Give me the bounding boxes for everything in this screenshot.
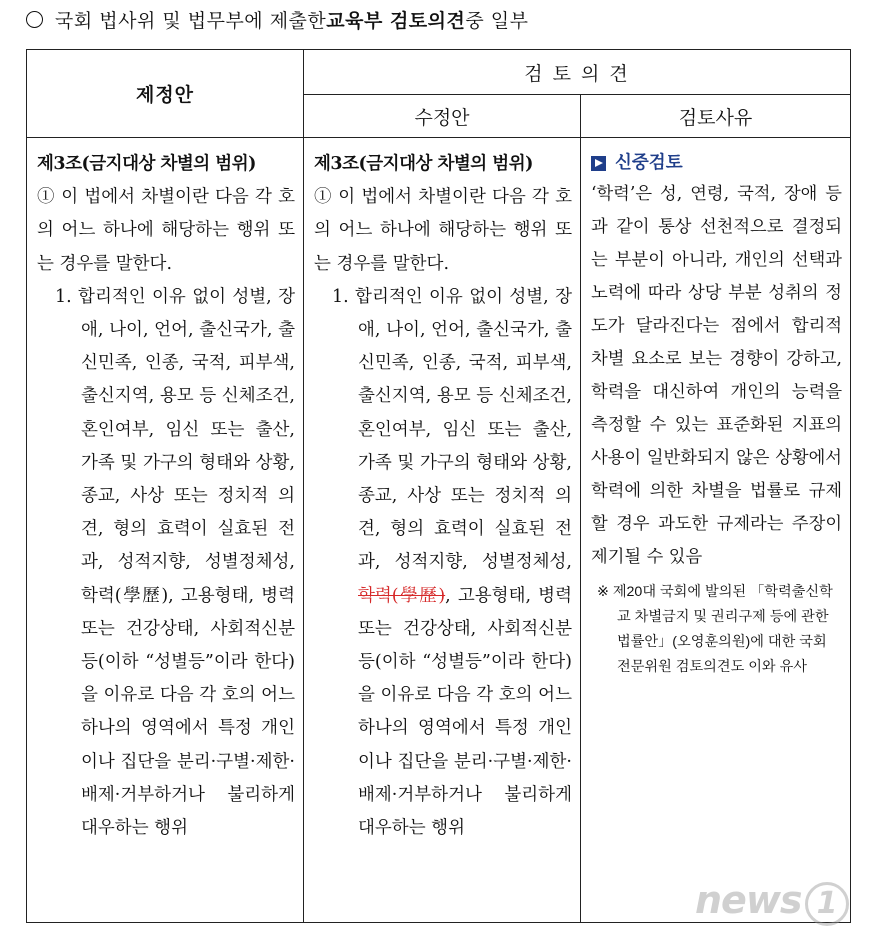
original-paragraph-1: ① 이 법에서 차별이란 다음 각 호의 어느 하나에 해당하는 행위 또는 경우를 말한다. bbox=[37, 187, 295, 274]
revised-item-1 bbox=[314, 281, 572, 845]
header-original: 제정안 bbox=[27, 50, 304, 138]
reason-note: ※ 제20대 국회에 발의된 「학력출신학교 차별금지 및 권리구제 등에 관한 법률안」(오영훈의원)에 대한 국회 전문위원 검토의견도 이와 유사 bbox=[597, 584, 833, 675]
news1-watermark-logo bbox=[695, 878, 869, 934]
title-prefix: 국회 법사위 및 법무부에 제출한 bbox=[55, 9, 327, 32]
circle-bullet-icon bbox=[26, 11, 43, 28]
original-cell bbox=[27, 138, 304, 923]
original-item-1-text-a: 1. 합리적인 이유 없이 성별, 장애, 나이, 언어, 출신국가, 출신민족, 인종, 국적, 피부색, 출신지역, 용모 등 신체조건, 혼인여부, 임신 또는 출산, 가족 및 가구의 형태와 상황, 종교, 사상 또는 정치적 의견, 형의 효력이 실효된 전과, 성적지향, 성별정체성, bbox=[55, 286, 295, 573]
header-revised: 수정안 bbox=[304, 95, 581, 138]
original-article-title: 제3조(금지대상 차별의 범위) bbox=[37, 154, 256, 174]
reason-body: ‘학력’은 성, 연령, 국적, 장애 등과 같이 통상 선천적으로 결정되는 부분이 아니라, 개인의 선택과 노력에 따라 상당 부분 성취의 정도가 달라진다는 점에서 합리적 차별 요소로 보는 경향이 강하고, 학력을 대신하여 개인의 능력을 측정할 수 있는 표준화된 지표의 사용이 일반화되지 않은 상황에서 학력에 의한 차별을 법률로 규제할 경우 과도한 규제라는 주장이 제기될 수 있음 bbox=[591, 184, 843, 567]
revised-article-title: 제3조(금지대상 차별의 범위) bbox=[314, 154, 533, 174]
watermark-digit: 1 bbox=[805, 882, 849, 926]
reason-heading-text: 신중검토 bbox=[615, 153, 683, 173]
revised-item-1-text-b: , 고용형태, 병력 또는 건강상태, 사회적신분 등(이하 “성별등”이라 한다)을 이유로 다음 각 호의 어느 하나의 영역에서 특정 개인이나 집단을 분리·구별·제한·배제·거부하거나 불리하게 대우하는 행위 bbox=[358, 585, 572, 839]
comparison-table bbox=[26, 49, 851, 923]
page-title bbox=[26, 2, 528, 36]
reason-cell bbox=[581, 138, 851, 923]
title-suffix: 중 일부 bbox=[465, 9, 529, 32]
deleted-education-term: 학력(學歷) bbox=[358, 585, 446, 606]
header-reason: 검토사유 bbox=[581, 95, 851, 138]
revised-paragraph-1: ① 이 법에서 차별이란 다음 각 호의 어느 하나에 해당하는 행위 또는 경우를 말한다. bbox=[314, 187, 572, 274]
header-review: 검 토 의 견 bbox=[304, 50, 851, 95]
watermark-text: news bbox=[695, 878, 802, 922]
revised-item-1-text-a: 1. 합리적인 이유 없이 성별, 장애, 나이, 언어, 출신국가, 출신민족, 인종, 국적, 피부색, 출신지역, 용모 등 신체조건, 혼인여부, 임신 또는 출산, 가족 및 가구의 형태와 상황, 종교, 사상 또는 정치적 의견, 형의 효력이 실효된 전과, 성적지향, 성별정체성, bbox=[332, 286, 572, 573]
reason-heading bbox=[591, 148, 842, 178]
title-bold: 교육부 검토의견 bbox=[326, 9, 466, 32]
arrow-box-icon bbox=[591, 156, 606, 171]
original-education-term: 학력(學歷) bbox=[81, 585, 169, 606]
original-item-1-text-b: , 고용형태, 병력 또는 건강상태, 사회적신분 등(이하 “성별등”이라 한다)을 이유로 다음 각 호의 어느 하나의 영역에서 특정 개인이나 집단을 분리·구별·제한·배제·거부하거나 불리하게 대우하는 행위 bbox=[81, 585, 295, 839]
original-item-1 bbox=[37, 281, 295, 845]
revised-cell bbox=[304, 138, 581, 923]
